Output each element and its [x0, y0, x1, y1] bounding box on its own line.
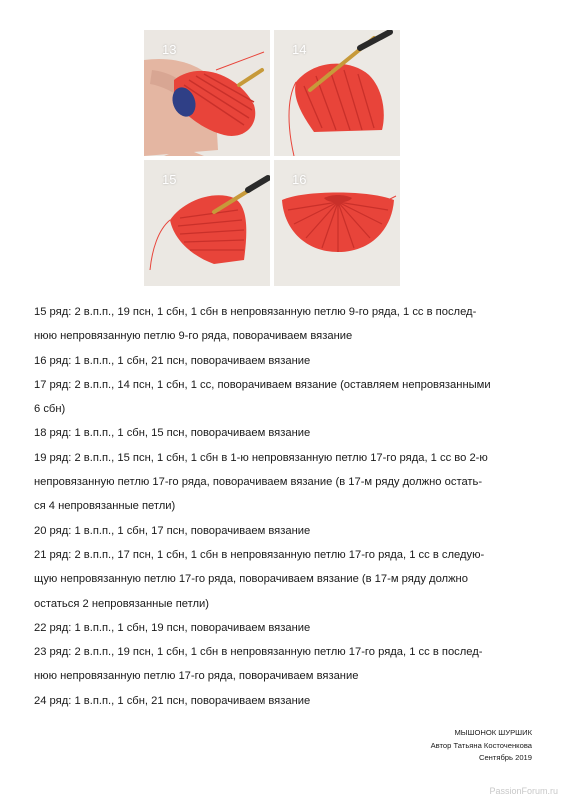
instruction-line: 24 ряд: 1 в.п.п., 1 сбн, 21 псн, поворачиваем вязание [34, 694, 311, 707]
instruction-line: нюю непровязанную петлю 9-го ряда, поворачиваем вязание [34, 330, 353, 343]
instruction-line: нюю непровязанную петлю 17-го ряда, поворачиваем вязание [34, 670, 359, 683]
instruction-line: 21 ряд: 2 в.п.п., 17 псн, 1 сбн, 1 сбн в непровязанную петлю 17-го ряда, 1 сс в следую- [34, 548, 485, 561]
step-number: 15 [162, 172, 177, 187]
instruction-line: щую непровязанную петлю 17-го ряда, поворачиваем вязание (в 17-м ряду должно [34, 573, 468, 586]
instruction-line: 17 ряд: 2 в.п.п., 14 псн, 1 сбн, 1 сс, поворачиваем вязание (оставляем непровязанными [34, 378, 491, 391]
instruction-line: 23 ряд: 2 в.п.п., 19 псн, 1 сбн, 1 сбн в непровязанную петлю 17-го ряда, 1 сс в послед- [34, 646, 483, 659]
instruction-line: 19 ряд: 2 в.п.п., 15 псн, 1 сбн, 1 сбн в 1-ю непровязанную петлю 17-го ряда, 1 сс во 2-ю [34, 451, 488, 464]
step-number: 16 [292, 172, 307, 187]
publication-date: Сентябрь 2019 [478, 753, 532, 762]
step-photo-13 [144, 30, 270, 156]
instruction-line: 22 ряд: 1 в.п.п., 1 сбн, 19 псн, поворачиваем вязание [34, 621, 311, 634]
pattern-title: МЫШОНОК ШУРШИК [454, 728, 532, 737]
step-number: 13 [162, 42, 177, 57]
instruction-line: 6 сбн) [34, 403, 66, 416]
instruction-line: 15 ряд: 2 в.п.п., 19 псн, 1 сбн, 1 сбн в непровязанную петлю 9-го ряда, 1 сс в послед- [34, 306, 477, 318]
instructions-text [34, 300, 534, 713]
step-number: 14 [292, 42, 307, 57]
photo-grid [144, 30, 400, 286]
watermark: PassionForum.ru [489, 786, 558, 796]
step-photo-14 [274, 30, 400, 156]
author-name: Автор Татьяна Косточенкова [430, 740, 532, 750]
instruction-line: остаться 2 непровязанные петли) [34, 597, 209, 610]
credits-block [431, 727, 532, 765]
instruction-line: 18 ряд: 1 в.п.п., 1 сбн, 15 псн, поворачиваем вязание [34, 427, 311, 440]
step-photo-15 [144, 160, 270, 286]
step-photo-16 [274, 160, 400, 286]
instruction-line: 16 ряд: 1 в.п.п., 1 сбн, 21 псн, поворачиваем вязание [34, 354, 311, 367]
instruction-line: непровязанную петлю 17-го ряда, поворачиваем вязание (в 17-м ряду должно остать- [34, 476, 483, 489]
instruction-line: ся 4 непровязанные петли) [34, 500, 176, 513]
instruction-line: 20 ряд: 1 в.п.п., 1 сбн, 17 псн, поворачиваем вязание [34, 524, 311, 537]
